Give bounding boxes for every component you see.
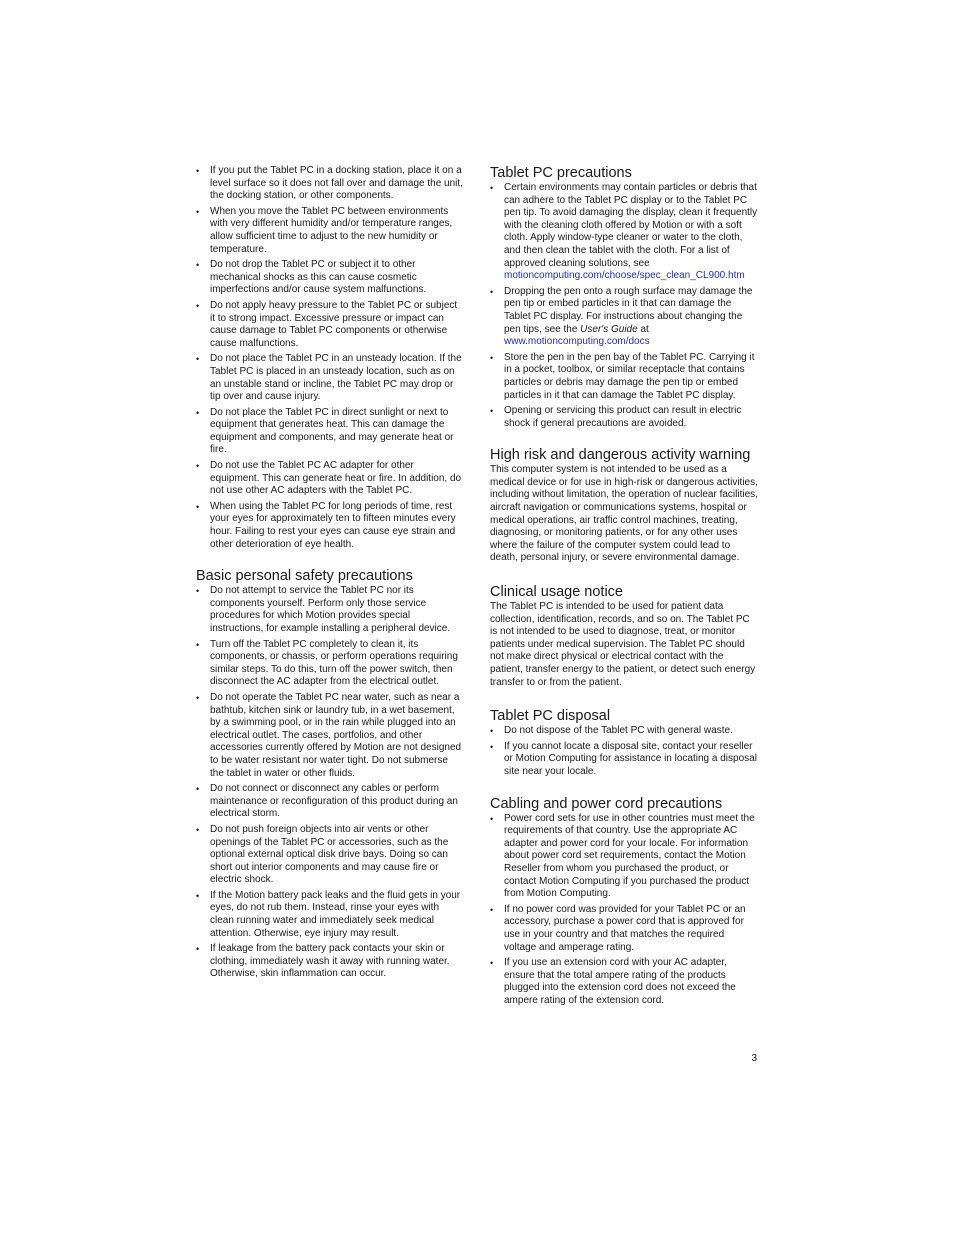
list-item: • Do not connect or disconnect any cables or perform maintenance or reconfiguration of this product during an electrical storm. [196, 783, 464, 821]
list-item: • Do not attempt to service the Tablet PC nor its components yourself. Perform only those service procedures for which Motion provides special instructions, for example installing a peripheral device. [196, 585, 464, 635]
clinical-paragraph: The Tablet PC is intended to be used for patient data collection, identification, records, and so on. The Tablet PC is not intended to be used to diagnose, treat, or monitor patients under medical supervision. The Tablet PC should not make direct physical or electrical contact with the patient, transfer energy to the patient, or detect such energy transfer to or from the patient. [490, 601, 756, 688]
section-heading-high-risk: High risk and dangerous activity warning [490, 447, 751, 464]
list-item: • If you use an extension cord with your AC adapter, ensure that the total ampere rating of the products plugged into the extension cord does not exceed the ampere rating of the extension cord. [490, 957, 758, 1007]
list-item: • Do not place the Tablet PC in an unsteady location. If the Tablet PC is placed in an unsteady location, such as on an unstable stand or incline, the Tablet PC may drop or tip over and cause injury. [196, 353, 464, 403]
list-item: • When you move the Tablet PC between environments with very different humidity and/or temperature ranges, allow sufficient time to adjust to the new humidity or temperature. [196, 206, 464, 256]
list-item [490, 182, 758, 283]
section-heading-precautions: Tablet PC precautions [490, 165, 632, 181]
list-item: • Opening or servicing this product can result in electric shock if general precautions are avoided. [490, 405, 758, 430]
intro-precautions-list [196, 165, 464, 551]
page-number: 3 [751, 1053, 757, 1064]
list-item: • Do not drop the Tablet PC or subject it to other mechanical shocks as this can cause cosmetic imperfections and/or cause system malfunctions. [196, 259, 464, 297]
section-heading-safety: Basic personal safety precautions [196, 568, 413, 585]
section-heading-clinical: Clinical usage notice [490, 584, 623, 601]
item-text: Dropping the pen onto a rough surface may damage the pen tip or embed particles in it that can damage the Tablet PC display. For instructions about changing the pen tips, see the [504, 285, 753, 335]
list-item: • Do not push foreign objects into air vents or other openings of the Tablet PC or accessories, such as the optional external optical disk drive bays. Doing so can short out interior components and may cause fire or electric shock. [196, 824, 464, 887]
safety-list [196, 585, 464, 981]
list-item: • If leakage from the battery pack contacts your skin or clothing, immediately wash it away with running water. Otherwise, skin inflammation can occur. [196, 943, 464, 981]
precautions-list [490, 182, 758, 430]
list-item: • If you cannot locate a disposal site, contact your reseller or Motion Computing for assistance in locating a disposal site near your locale. [490, 741, 758, 779]
list-item: • Do not apply heavy pressure to the Tablet PC or subject it to strong impact. Excessive pressure or impact can cause damage to Tablet PC components or otherwise cause malfunctions. [196, 300, 464, 350]
cleaning-solutions-link[interactable]: motioncomputing.com/choose/spec_clean_CL900.htm [504, 270, 745, 282]
list-item: • If you put the Tablet PC in a docking station, place it on a level surface so it does not fall over and damage the unit, the docking station, or other components. [196, 165, 464, 203]
section-heading-cabling: Cabling and power cord precautions [490, 795, 723, 812]
list-item: • When using the Tablet PC for long periods of time, rest your eyes for approximately ten to fifteen minutes every hour. Failing to rest your eyes can cause eye strain and other deterioration of eye health. [196, 501, 464, 551]
list-item: • Do not use the Tablet PC AC adapter for other equipment. This can generate heat or fire. In addition, do not use other AC adapters with the Tablet PC. [196, 460, 464, 498]
list-item: • Do not place the Tablet PC in direct sunlight or next to equipment that generates heat. This can damage the equipment and components, and may generate heat or fire. [196, 407, 464, 457]
list-item: • If the Motion battery pack leaks and the fluid gets in your eyes, do not rub them. Instead, rinse your eyes with clean running water and immediately seek medical attention. Otherwise, eye injury may result. [196, 890, 464, 940]
list-item: • If no power cord was provided for your Tablet PC or an accessory, purchase a power cord that is approved for use in your country and that matches the required voltage and amperage rating. [490, 904, 758, 954]
section-heading-disposal: Tablet PC disposal [490, 708, 611, 725]
cabling-list [490, 813, 758, 1008]
right-column [490, 165, 758, 1010]
left-column [196, 165, 464, 984]
list-item: • Do not dispose of the Tablet PC with general waste. [490, 725, 758, 738]
list-item: • Store the pen in the pen bay of the Tablet PC. Carrying it in a pocket, toolbox, or similar receptacle that contains particles or debris may damage the pen tip or embed particles in it that can damage the Tablet PC display. [490, 352, 758, 402]
item-text: at [640, 323, 649, 335]
list-item: • Power cord sets for use in other countries must meet the requirements of that country. Use the appropriate AC adapter and power cord for your locale. For information about power cord set requirements, contact the Motion Reseller from whom you purchased the product, or contact Motion Computing if you purchased the product from Motion Computing. [490, 813, 758, 901]
list-item: • Turn off the Tablet PC completely to clean it, its components, or chassis, or perform operations requiring similar steps. To do this, turn off the power switch, then disconnect the AC adapter from the electrical outlet. [196, 639, 464, 689]
disposal-list [490, 725, 758, 778]
users-guide-title: User's Guide [580, 323, 638, 335]
list-item: • Do not operate the Tablet PC near water, such as near a bathtub, kitchen sink or laundry tub, in a wet basement, by a swimming pool, or in the rain while plugged into an electrical outlet. The cases, portfolios, and other accessories currently offered by Motion are not designed to be water resistant nor water tight. Do not submerse the tablet in water or other fluids. [196, 692, 464, 780]
list-item [490, 286, 758, 349]
high-risk-paragraph: This computer system is not intended to be used as a medical device or for use in high-risk or dangerous activities, including without limitation, the operation of nuclear facilities, aircraft navigation or communications systems, hospital or medical operations, air traffic control machines, treating, diagnosing, or monitoring patients, or for any other uses where the failure of the computer system could lead to death, personal injury, or severe environmental damage. [490, 464, 758, 564]
item-text: Certain environments may contain particles or debris that can adhere to the Tablet PC display or to the Tablet PC pen tip. To avoid damaging the display, clean it frequently with the cleaning cloth offered by Motion or with a soft cloth. Apply window-type cleaner or water to the cloth, and then clean the tablet with the cloth. For a list of approved cleaning solutions, see [504, 182, 758, 269]
docs-link[interactable]: www.motioncomputing.com/docs [504, 336, 650, 348]
